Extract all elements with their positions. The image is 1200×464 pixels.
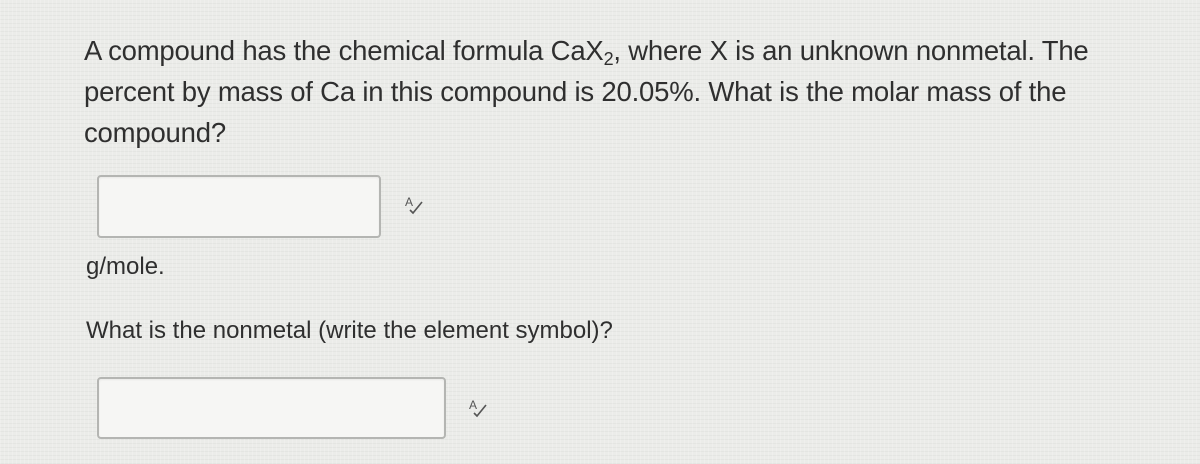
nonmetal-question: What is the nonmetal (write the element symbol)? bbox=[86, 317, 613, 344]
svg-text:A: A bbox=[405, 195, 414, 209]
molar-mass-input[interactable] bbox=[97, 175, 381, 238]
unit-label: g/mole. bbox=[86, 253, 165, 280]
formula-subscript: 2 bbox=[603, 49, 614, 69]
question-text-part2: , where X is an unknown nonmetal. The percent by mass of Ca in this compound is 20.05%. What is the molar mass of the compound? bbox=[84, 35, 1089, 148]
element-symbol-input[interactable] bbox=[97, 377, 446, 439]
svg-text:A: A bbox=[469, 398, 478, 412]
question-text bbox=[84, 30, 1184, 153]
question-text-part1: A compound has the chemical formula CaX bbox=[84, 35, 604, 66]
spellcheck-icon[interactable] bbox=[467, 397, 489, 419]
spellcheck-icon[interactable] bbox=[403, 194, 425, 216]
